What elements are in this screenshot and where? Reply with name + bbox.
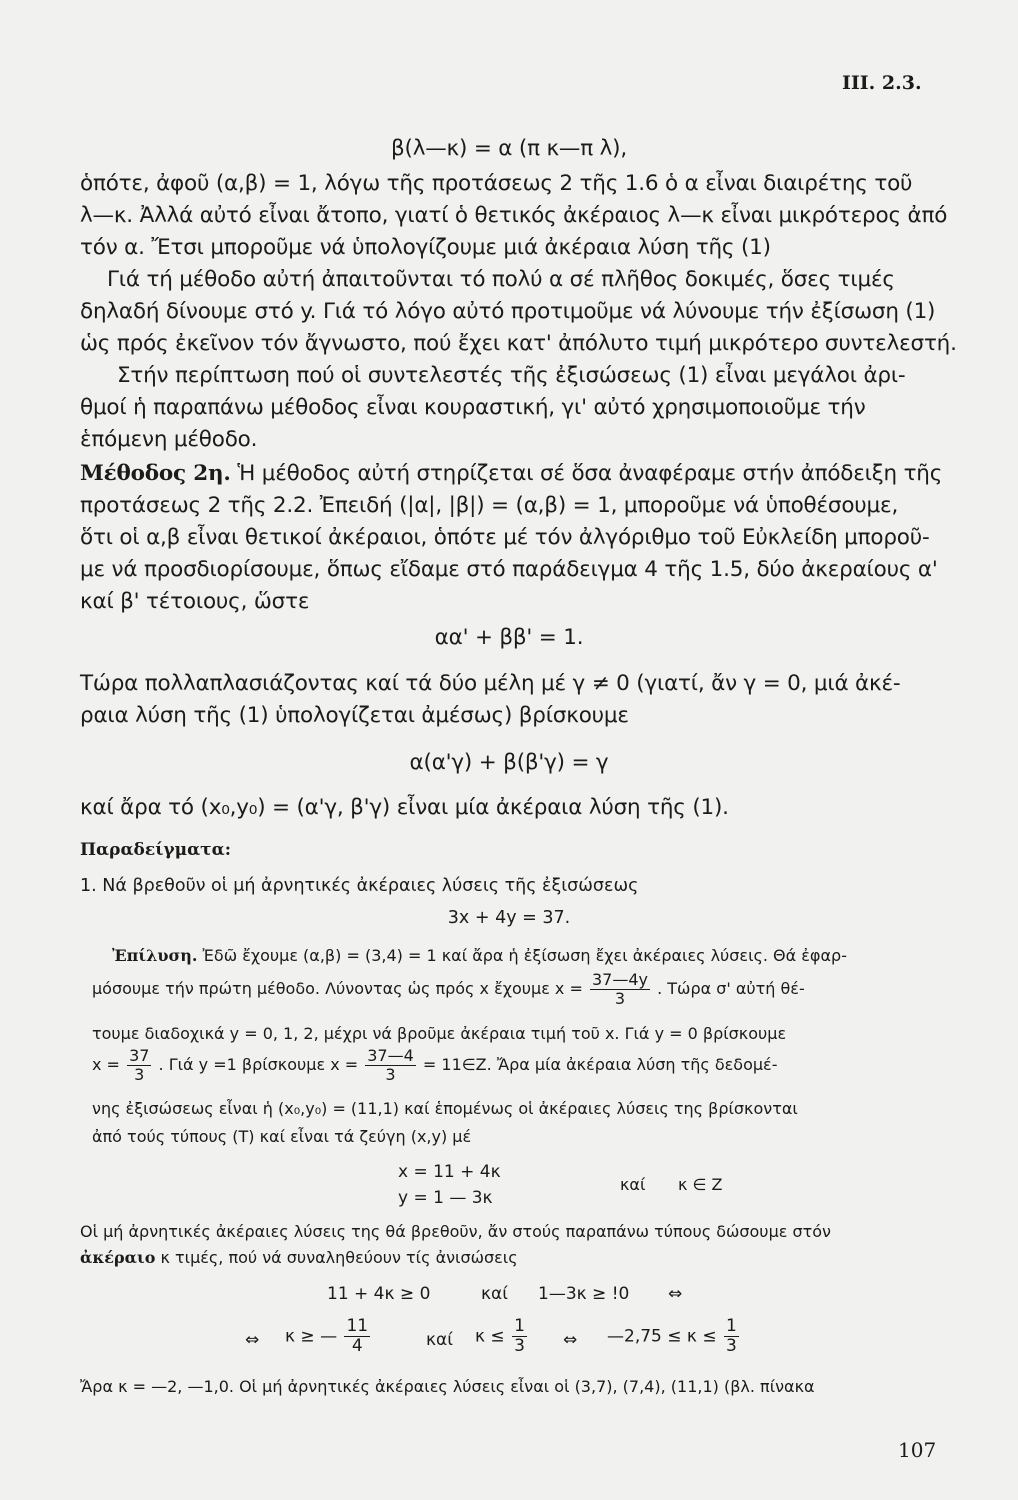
system-and: καί [620, 1175, 646, 1194]
example-1: 1. Νά βρεθοῦν οἱ μή ἀρνητικές ἀκέραιες λύσεις τῆς ἐξισώσεως [80, 876, 639, 896]
fraction: $\frac{37—4}{3}$ [367, 1046, 414, 1084]
text-line: ἑπόμενη μέθοδο. [80, 427, 258, 452]
method2-first-line [80, 461, 942, 486]
fraction: $\frac{11}{4}$ [346, 1316, 369, 1356]
equivalence-arrow: ⇔ [563, 1330, 578, 1350]
solution-line: τουμε διαδοχικά y = 0, 1, 2, μέχρι νά βροῦμε ἀκέραια τιμή τοῦ x. Γιά y = 0 βρίσκουμε [92, 1024, 787, 1043]
text-line: με νά προσδιορίσουμε, ὅπως εἴδαμε στό παράδειγμα 4 τῆς 1.5, δύο ἀκεραίους α' [80, 557, 938, 582]
system-line-1: x = 11 + 4κ [398, 1162, 501, 1182]
fraction: $\frac{1}{3}$ [725, 1316, 737, 1356]
equivalence-arrow: ⇔ [245, 1330, 260, 1350]
text-line: ὁπότε, ἀφοῦ (α,β) = 1, λόγω τῆς προτάσεως 2 τῆς 1.6 ὁ α εἶναι διαιρέτης τοῦ [80, 171, 913, 196]
solution-line: ἀπό τούς τύπους (Τ) καί εἶναι τά ζεύγη (x,y) μέ [92, 1127, 472, 1146]
text-line: προτάσεως 2 τῆς 2.2. Ἐπειδή (|α|, |β|) = (α,β) = 1, μποροῦμε νά ὑποθέσουμε, [80, 493, 899, 518]
inequality-2: 1—3κ ≥ !0 [538, 1284, 630, 1304]
text-line: Ἡ μέθοδος αὐτή στηρίζεται σέ ὅσα ἀναφέραμε στήν ἀπόδειξη τῆς [237, 461, 943, 486]
examples-heading: Παραδείγματα: [80, 840, 231, 860]
method2-heading: Μέθοδος 2η. [80, 461, 231, 486]
inequality-4: κ ≤ $\frac{1}{3}$ [475, 1316, 525, 1356]
text-line: τόν α. Ἔτσι μποροῦμε νά ὑπολογίζουμε μιά ἀκέραια λύση τῆς (1) [80, 235, 771, 260]
final-line: Ἄρα κ = —2, —1,0. Οἱ μή ἀρνητικές ἀκέραιες λύσεις εἶναι οἱ (3,7), (7,4), (11,1) (βλ. πίνακα [80, 1377, 815, 1396]
top-equation: β(λ—κ) = α (π κ—π λ), [391, 136, 627, 161]
text-line: καί ἄρα τό (x₀,y₀) = (α'γ, β'γ) εἶναι μία ἀκέραια λύση τῆς (1). [80, 795, 729, 820]
text-line: λ—κ. Ἀλλά αὐτό εἶναι ἄτοπο, γιατί ὁ θετικός ἀκέραιος λ—κ εἶναι μικρότερος ἀπό [80, 203, 948, 228]
fraction: $\frac{37}{3}$ [129, 1046, 150, 1084]
text-line: ὡς πρός ἐκεῖνον τόν ἄγνωστο, πού ἔχει κατ' ἀπόλυτο τιμή μικρότερο συντελεστή. [80, 331, 957, 356]
text-line: δηλαδή δίνουμε στό y. Γιά τό λόγο αὐτό προτιμοῦμε νά λύνουμε τήν ἐξίσωση (1) [80, 299, 936, 324]
inequality-3: κ ≥ — $\frac{11}{4}$ [285, 1316, 369, 1356]
solution-label: Ἐπίλυση. [112, 946, 198, 965]
text-line: Τώρα πολλαπλασιάζοντας καί τά δύο μέλη μέ γ ≠ 0 (γιατί, ἄν γ = 0, μιά ἀκέ- [80, 671, 901, 696]
text-line: ὅτι οἱ α,β εἶναι θετικοί ἀκέραιοι, ὁπότε μέ τόν ἀλγόριθμο τοῦ Εὐκλείδη μποροῦ- [80, 525, 930, 550]
solution-line: Ἐπίλυση. Ἐδῶ ἔχουμε (α,β) = (3,4) = 1 καί ἄρα ἡ ἐξίσωση ἔχει ἀκέραιες λύσεις. Θά ἐφαρ- [112, 946, 847, 965]
text-line: Στήν περίπτωση πού οἱ συντελεστές τῆς ἐξισώσεως (1) εἶναι μεγάλοι ἀρι- [117, 363, 906, 388]
system-line-2: y = 1 — 3κ [398, 1188, 493, 1208]
text-line: θμοί ἡ παραπάνω μέθοδος εἶναι κουραστική, γι' αὐτό χρησιμοποιοῦμε τήν [80, 395, 866, 420]
inequality-and: καί [426, 1330, 453, 1350]
text-line: καί β' τέτοιους, ὥστε [80, 589, 310, 614]
system-condition: κ ∈ Z [678, 1175, 723, 1194]
section-header: III. 2.3. [842, 72, 922, 94]
text-line: ραια λύση τῆς (1) ὑπολογίζεται ἀμέσως) βρίσκουμε [80, 703, 629, 728]
equation-ag: α(α'γ) + β(β'γ) = γ [409, 750, 609, 775]
text-line: Γιά τή μέθοδο αὐτή ἀπαιτοῦνται τό πολύ α σέ πλῆθος δοκιμές, ὅσες τιμές [107, 267, 895, 292]
fraction: $\frac{37—4y}{3}$ [591, 970, 648, 1008]
example-1-equation: 3x + 4y = 37. [447, 908, 571, 928]
solution-line: νης ἐξισώσεως εἶναι ἡ (x₀,y₀) = (11,1) καί ἑπομένως οἱ ἀκέραιες λύσεις της βρίσκονται [92, 1099, 798, 1118]
inequality-5: —2,75 ≤ κ ≤ $\frac{1}{3}$ [607, 1316, 737, 1356]
equation-aa: αα' + ββ' = 1. [434, 625, 584, 650]
page-number: 107 [898, 1438, 937, 1462]
equivalence-arrow: ⇔ [668, 1284, 683, 1304]
solution-line: μόσουμε τήν πρώτη μέθοδο. Λύνοντας ὡς πρός x ἔχουμε x = $\frac{37—4y}{3}$ . Τώρα σ' αὐτή θέ- [92, 970, 805, 1008]
text-line: ἀκέραιο κ τιμές, πού νά συναληθεύουν τίς ἀνισώσεις [80, 1248, 518, 1267]
inequality-1: 11 + 4κ ≥ 0 [327, 1284, 431, 1304]
fraction: $\frac{1}{3}$ [514, 1316, 525, 1356]
text-line: Οἱ μή ἀρνητικές ἀκέραιες λύσεις της θά βρεθοῦν, ἄν στούς παραπάνω τύπους δώσουμε στόν [80, 1222, 831, 1241]
inequality-and: καί [481, 1284, 508, 1304]
solution-line: x = $\frac{37}{3}$ . Γιά y =1 βρίσκουμε x = $\frac{37—4}{3}$ = 11∈Z. Ἄρα μία ἀκέραια λύση τῆς δεδομέ- [92, 1046, 778, 1084]
